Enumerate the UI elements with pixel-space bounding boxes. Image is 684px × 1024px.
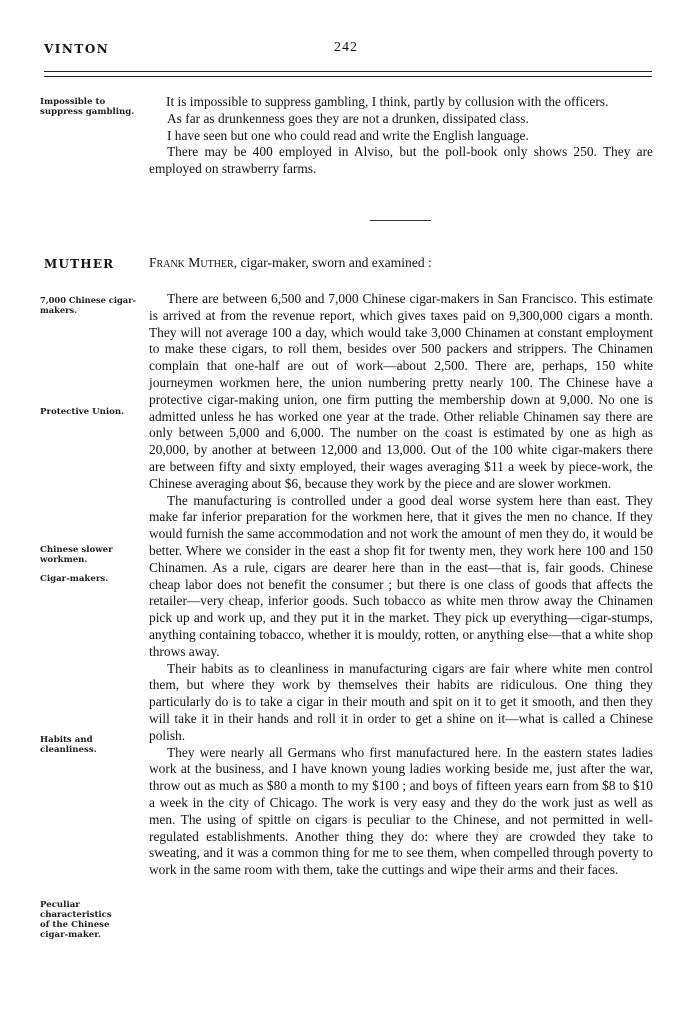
paragraph: As far as drunkenness goes they are not a drunken, dissipated class. [167, 110, 529, 126]
paragraph: Their habits as to cleanliness in manufacturing cigars are fair where white men control them, but where they work by themselves their habits are ridiculous. One thing they particularly do is to take a cigar in their mouth and spit on it to get it smooth, and then they will take it in their hands and roll it in order to get a shine on it—what is called a Chinese polish. [149, 660, 653, 743]
sidenote-chinese-cigar-makers: 7,000 Chinese cigar-makers. [40, 295, 137, 315]
muther-testimony [149, 291, 653, 879]
witness-heading: MUTHER [44, 257, 115, 271]
paragraph: It is impossible to suppress gambling, I think, partly by collusion with the officers. [166, 94, 609, 109]
sidenote-cigar-makers: Cigar-makers. [40, 574, 109, 584]
paragraph: The manufacturing is controlled under a good deal worse system here than east. They make far inferior preparation for the workmen here, that it gives the men no chance. If they would furnish the same accommodation and not work the amount of men they do, it would be better. Where we consider in the east a shop fit for twenty men, they work here 100 and 150 Chinamen. As a rule, cigars are dearer here than in the east—that is, fair goods. Chinese cheap labor does not benefit the consumer ; but there is one class of goods that affects the retailer—very cheap, inferior goods. Such tobacco as white men throw away the Chinamen pick up and work up, and they put it in the market. They pick up everything—cigar-stumps, anything containing tobacco, whether it is mouldy, rotten, or anything else—that a white shop throws away. [149, 492, 653, 659]
vinton-testimony [149, 94, 653, 178]
section-divider [370, 220, 431, 221]
page-number: 242 [334, 40, 358, 55]
running-head: VINTON [44, 42, 110, 56]
paragraph: They were nearly all Germans who first manufactured here. In the eastern states ladies work at the business, and I have known young ladies working beside me, just after the war, throw out as much as $80 a month to my $100 ; and boys of fifteen years earn from $8 to $10 a week in the city of Chicago. The work is very easy and they do the work just as well as men. The using of spittle on cigars is peculiar to the Chinese, and not permitted in well-regulated establishments. Another thing they do: where they are crowded they take to sweating, and it was a common thing for me to see them, when compelled through poverty to work in the same room with them, take the cuttings and wipe their arms and their faces. [149, 744, 653, 878]
sidenote-slower-workmen: Chinese slower workmen. [40, 545, 113, 565]
sidenote-protective-union: Protective Union. [40, 407, 125, 417]
header-rule-bottom [44, 76, 652, 77]
header-rule-top [44, 71, 652, 72]
paragraph: There may be 400 employed in Alviso, but the poll-book only shows 250. They are employed on strawberry farms. [149, 144, 653, 177]
witness-name: Frank Muther [149, 255, 234, 270]
paragraph: There are between 6,500 and 7,000 Chinese cigar-makers in San Francisco. This estimate is arrived at from the revenue report, which gives taxes paid on 9,300,000 cigars a month. They will not average 100 a day, which would take 3,000 Chinamen at constant employment to make these cigars, to roll them, besides over 500 packers and strippers. The Chinamen complain that one-half are out of work—about 2,500. There are, perhaps, 150 white journeymen workmen here, the union numbering pretty nearly 100. The Chinese have a protective cigar-making union, one firm putting the membership down at 9,000. No one is admitted unless he has worked one year at the trade. Other reliable Chinamen say there are only between 5,000 and 6,000. The number on the coast is estimated by one as high as 20,000, by another at between 12,000 and 13,000. Out of the 100 white cigar-makers there are between fifty and sixty employed, their wages averaging $11 a week by piece-work, the Chinese averaging about $6, because they work by the piece and are slower workmen. [149, 291, 653, 491]
page-header [44, 40, 652, 60]
sidenote-habits-cleanliness: Habits and cleanliness. [40, 735, 97, 755]
sidenote-peculiar-characteristics: Peculiar characteristics of the Chinese cigar-maker. [40, 900, 112, 940]
witness-intro-rest: , cigar-maker, sworn and examined : [233, 255, 432, 270]
paragraph: I have seen but one who could read and write the English language. [167, 127, 529, 143]
witness-intro [149, 255, 432, 271]
sidenote-gambling: Impossible to suppress gambling. [40, 97, 135, 117]
